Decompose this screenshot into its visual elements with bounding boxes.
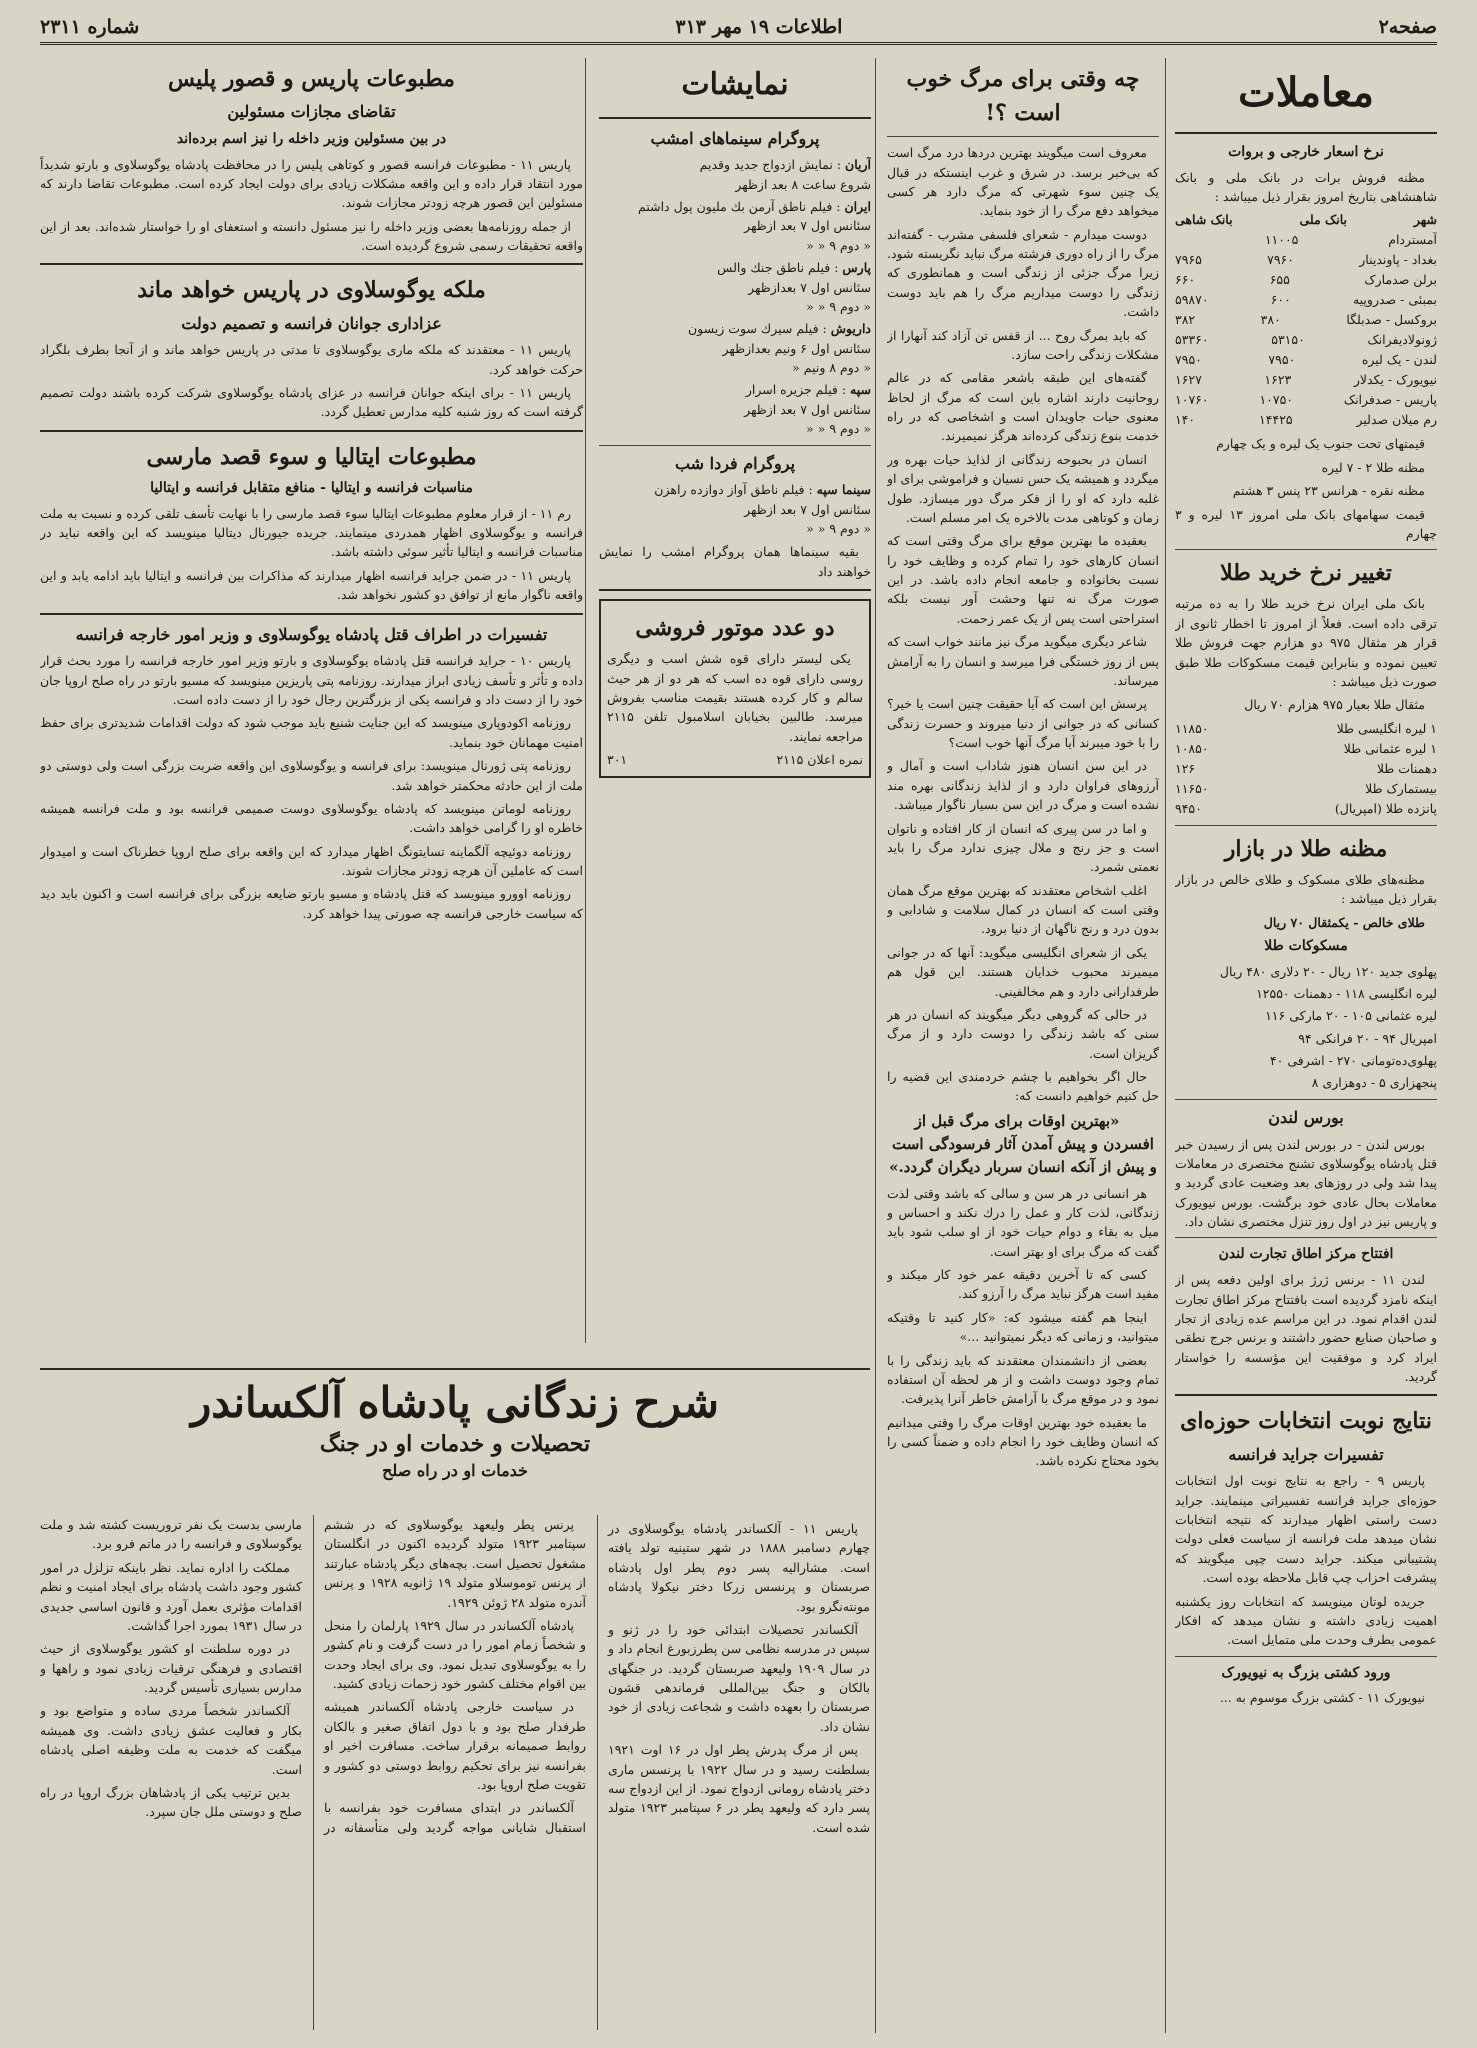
paragraph: انسان در بحبوحه زندگانی از لذایذ حیات بهره ور میگردد و همیشه یک حس نسیان و فراموشی برای او غلبه دارد که او را از فکر مرگ دور میسازد. طول زمان و کوتاهی مدت بالاخره یک امر مسلم است. (887, 451, 1159, 525)
feature-title: شرح زندگانی پادشاه آلکساندر (191, 1378, 719, 1427)
paragraph: ما بعقیده خود بهترین اوقات مرگ را وقتی میدانیم که انسان وظایف خود را انجام داده و ضمناً کسی را بخود محتاج نکرده باشد. (887, 1414, 1159, 1469)
cinema-time: سئانس اول ۷ بعد ازظهر (744, 401, 871, 417)
cinema-entry: پارس : فیلم ناطق جنك والس سئانس اول ۷ بعدازظهر « دوم ۹ « « (717, 260, 871, 314)
ad-ref: ۳۰۱ (607, 752, 628, 768)
cinema-entry: سپه : فیلم جزیره اسرار سئانس اول ۷ بعد ازظهر « دوم ۹ « « (744, 382, 871, 437)
cinema-time: « دوم ۸ ونیم « (792, 360, 871, 376)
coin-market-row: پهلوی جدید ۱۲۰ ریال - ۲۰ دلاری ۴۸۰ ریال (1219, 963, 1437, 979)
fx-row (1175, 330, 1437, 350)
divider (1175, 1237, 1437, 1238)
paragraph: آلکساندر تحصیلات ابتدائی خود را در ژنو و سپس در مدرسه نظامی سن پطرزبورغ انجام داد و در سال ۱۹۰۹ ولیعهد صربستان گردید. در جنگهای بالکان و جنگ بین‌المللی فرماندهی قشون صربستان را بعهده داشت و شجاعت زیادی از خود نشان داد. (608, 1621, 870, 1734)
cinema-name: پارس (842, 260, 871, 276)
coin-market-row: لیره عثمانی ۱۰۵ - ۲۰ مارکی ۱۱۶ (1265, 1008, 1437, 1024)
cinema-list (599, 155, 871, 438)
fx-city: بغداد - پاوندینار (1359, 252, 1437, 268)
coin-market-list (1175, 962, 1437, 1093)
coin-table (1175, 719, 1437, 819)
fx-row (1175, 390, 1437, 410)
cinema-name: داریوش (830, 321, 871, 337)
coin-row (1175, 739, 1437, 759)
fx-row (1175, 350, 1437, 370)
tomorrow-note: بقیه سینماها همان پروگرام امشب را نمایش خواهند داد (599, 544, 871, 579)
paragraph: پرنس پطر ولیعهد یوگوسلاوی که در ششم سپتامبر ۱۹۲۳ متولد گردیده اکنون در انگلستان مشغول تحصیل است. بچه‌های دیگر پادشاه عبارتند از پرنس توموسلاو متولد ۱۹ ژانویه ۱۹۲۸ و پرنس آندره متولد ۲۸ ژوئن ۱۹۲۹. (324, 1517, 587, 1610)
paris-press-sub2: در بین مسئولین وزیر داخله را نیز اسم برده‌اند (176, 130, 447, 147)
paragraph: روزنامه دوئیچه آلگماینه تسایتونگ اظهار میدارد که این واقعه برای صلح اروپا خطرناک است و امیدوار است که عاملین آن هرچه زودتر مجازات شوند. (40, 843, 583, 879)
fx-col-city: شهر (1413, 212, 1437, 228)
divider (599, 445, 871, 446)
divider (1175, 1656, 1437, 1657)
divider (887, 136, 1159, 137)
paragraph: دوست میدارم - شعرای فلسفی مشرب - گفته‌اند مرگ را از راه دوری فرشته مرگ نباید نگریسته شود. زیرا مرگ جزئی از زندگی است و همانطوری که زندگی را دوست میداریم مرگ را هم باید دوست داشت. (887, 226, 1159, 320)
paragraph: هر انسانی در هر سن و سالی که باشد وقتی لذت زندگانی، لذت کار و عمل را درك نکند و احساس و میل به بقاء و دوام حیات خود از او سلب شود باید گفت که مرگ برای او بهتر است. (887, 1185, 1159, 1259)
paragraph: روزنامه اوورو مینویسد که قتل پادشاه و مسیو بارتو ضایعه بزرگی برای فرانسه است و اکنون باید دید که سیاست خارجی فرانسه چه صورتی پیدا خواهد کرد. (40, 886, 583, 921)
divider (1175, 825, 1437, 826)
election-text: پاریس ۹ - راجع به نتایج نوبت اول انتخابات حوزه‌ای جراید فرانسه تفسیراتی مینمایند. جراید دست راستی اظهار میدارند که نتیجه انتخابات نشان میدهد ملت فرانسه از سیاست فعلی دولت پشتیبانی میکند. جراید دست چپی میگویند که پیشرفت احزاب چپ قابل ملاحظه بوده است. (1175, 1473, 1437, 1586)
column-rule (875, 58, 876, 2033)
coin-price: ۱۲۶ (1175, 760, 1196, 776)
coin-price: ۱۱۸۵۰ (1175, 720, 1209, 736)
paragraph: آلکساندر شخصاً مردی ساده و متواضع بود و بکار و فعالیت عشق زیادی داشت. وی همیشه میگفت که خدمت به ملت وظیفه اصلی پادشاه است. (40, 1703, 302, 1777)
gold-rate-line: مثقال طلا بعیار ۹۷۵ هزارم ۷۰ ریال (1244, 697, 1425, 713)
queen-sub: عزاداری جوانان فرانسه و تصمیم دولت (181, 313, 442, 333)
paragraph: روزنامه لوماتن مینویسد که پادشاه یوگوسلاوی دوست صمیمی فرانسه بود و ملت فرانسه همیشه خاطره او را گرامی خواهد داشت. (40, 800, 583, 836)
fair-heading: افتتاح مرکز اطاق تجارت لندن (1218, 1246, 1394, 1263)
coin-name: بیستمارک طلا (1365, 780, 1437, 796)
paragraph: در حالی که گروهی دیگر میگویند که انسان در هر سنی که باشد زندگی را دوست دارد و از مرگ گریزان است. (887, 1006, 1159, 1061)
paragraph: یکی از شعرای انگلیسی میگوید: آنها که در جوانی میمیرند محبوب خدایان هستند. این قول هم طرفدارانی دارد و هم مخالفینی. (887, 944, 1159, 999)
cinema-entry: آریان : نمایش ازدواج جدید وقدیم شروع ساعت ۸ بعد ازظهر (699, 157, 871, 192)
cinema-time: سئانس اول ۷ بعد ازظهر (744, 501, 871, 517)
cinema-film: فیلم جزیره اسرار (745, 382, 838, 398)
paragraph: روزنامه اکودوپاری مینویسد که این جنایت شنیع باید موجب شود که دولت اقدامات شدیدتری برای حفظ امنیت مهمانان خود بنماید. (40, 715, 583, 750)
fx-melli: ۱۱۰۰۵ (1264, 232, 1299, 248)
cinema-name: آریان (845, 157, 871, 173)
divider (40, 1368, 870, 1370)
gold-price-heading: تغییر نرخ خرید طلا (1220, 560, 1392, 587)
bourse-text: بورس لندن - در بورس لندن پس از رسیدن خبر قتل پادشاه یوگوسلاوی تشنج مختصری در معاملات پیدا شد ولی در روزهای بعد وضعیت عادی گردید و معاملات بحال عادی خود برگشت. بورس نیویورک و پاریس نیز در اول روز تنزل مختصری نشان داد. (1175, 1136, 1437, 1230)
divider (40, 613, 583, 615)
paragraph: در دوره سلطنت او کشور یوگوسلاوی از حیث اقتصادی و فرهنگی ترقیات زیادی نمود و راهها و مدارس بسیاری تأسیس گردید. (40, 1641, 302, 1695)
cinema-name: سینما سپه (816, 482, 871, 498)
gold-quote: مظنه طلا ۲ - ۷ لیره (1321, 459, 1425, 475)
feature-sub1: تحصیلات و خدمات او در جنگ (319, 1431, 591, 1457)
bourse-heading: بورس لندن (1268, 1107, 1344, 1127)
coin-name: ۱ لیره عثمانی طلا (1343, 740, 1437, 756)
fx-shahi: ۳۸۲ (1175, 312, 1196, 328)
cinema-film: فیلم ناطق آرمن بك ملیون پول داشتم (638, 199, 833, 215)
fx-shahi: ۱۴۰ (1175, 412, 1196, 428)
fx-heading: نرخ اسعار خارجی و بروات (1228, 144, 1384, 160)
fx-melli: ۳۸۰ (1260, 312, 1281, 328)
divider (1175, 549, 1437, 550)
fx-melli: ۶۰۰ (1270, 292, 1291, 308)
paragraph: پاریس ۱۱ - آلکساندر پادشاه یوگوسلاوی در چهارم دسامبر ۱۸۸۸ در شهر ستینیه تولد یافته است. مشارالیه پسر دوم پطر اول پادشاه صربستان و پرنسس زرکا دختر نیکولا پادشاه مونته‌نگرو بود. (608, 1521, 870, 1614)
coin-name: دهمنات طلا (1376, 760, 1437, 776)
coin-price: ۱۱۶۵۰ (1175, 780, 1209, 796)
paragraph: شاعر دیگری میگوید مرگ نیز مانند خواب است که پس از روز خستگی فرا میرسد و انسان را به آرامش میرساند. (887, 634, 1159, 688)
fx-row (1175, 230, 1437, 250)
fx-city: برلن صدمارک (1364, 272, 1437, 288)
silver-note: قیمت سهامهای بانک ملی امروز ۱۳ لیره و ۳ چهارم (1175, 506, 1437, 541)
cinema-time: سئانس اول ۷ بعدازظهر (748, 279, 871, 295)
fx-shahi: ۱۶۲۷ (1175, 372, 1202, 388)
paragraph: بدین ترتیب یکی از پادشاهان بزرگ اروپا در راه صلح و دوستی ملل جان سپرد. (40, 1784, 302, 1820)
cinema-time: « دوم ۹ « « (806, 298, 871, 314)
cinema-time: « دوم ۹ « « (806, 421, 871, 437)
coins-heading: مسکوکات طلا (1264, 937, 1348, 954)
coin-market-row: امپریال ۹۴ - ۲۰ فرانکی ۹۴ (1298, 1030, 1437, 1046)
cinema-time: سئانس اول ۷ بعد ازظهر (744, 218, 871, 234)
fx-col-shahi: بانک شاهی (1175, 212, 1233, 228)
election-sub: تفسیرات جراید فرانسه (1228, 1444, 1384, 1464)
fx-table (1175, 230, 1437, 430)
fx-shahi: ۵۳۳۶۰ (1175, 332, 1209, 348)
fx-city: پاریس - صدفرانک (1343, 392, 1437, 408)
cinema-time: « دوم ۹ « « (806, 521, 871, 537)
paragraph: رم ۱۱ - از قرار معلوم مطبوعات ایتالیا سوء قصد مارسی را با نهایت تأسف تلقی کرده و نسبت به ملت فرانسه و یوگوسلاوی اظهار همدردی مینمایند. جریده جیورنال دیتالیا مینویسد که این واقعه نباید در مناسبات فرانسه و ایتالیا تأثیر سوئی داشته باشد. (40, 505, 583, 560)
motor-ad (599, 599, 871, 778)
coin-market-row: پنجهزاری ۵ - دوهزاری ۸ (1311, 1075, 1437, 1091)
feature-body (40, 1515, 870, 2030)
fx-row (1175, 250, 1437, 270)
coin-price: ۱۰۸۵۰ (1175, 740, 1209, 756)
italy-sub: مناسبات فرانسه و ایتالیا - منافع متقابل فرانسه و ایتالیا (150, 479, 473, 496)
fx-shahi: ۷۹۵۰ (1175, 352, 1202, 368)
paragraph: در سیاست خارجی پادشاه آلکساندر همیشه طرفدار صلح بود و با دول اتفاق صغیر و بالکان روابط صمیمانه برقرار ساخت. مسافرت اخیر او بفرانسه نیز برای تحکیم روابط دوستی دو کشور و تقویت صلح اروپا بود. (324, 1699, 586, 1792)
cinema-entry: سینما سپه : فیلم ناطق آواز دوازده راهزن سئانس اول ۷ بعد ازظهر « دوم ۹ « « (654, 482, 871, 537)
ad-text: یکی لیستر دارای قوه شش اسب و دیگری روسی دارای قوه ده اسب که هر دو از هر حیث سالم و کار کرده هستند بقیمت مناسب بفروش میرسد. طالبین بخیابان اسلامبول تلفن ۲۱۱۵ مراجعه نمایند. (607, 651, 863, 744)
column-foreign-news (40, 58, 583, 1348)
markets-title: معاملات (1238, 69, 1374, 116)
paragraph: بعقیده ما بهترین موقع برای مرگ وقتی است که انسان کارهای خود را تمام کرده و وظایف خود را نسبت بخانواده و جامعه انجام داده باشد. در این صورت مرگ نه تنها وحشت آور نیست بلکه استراحتی است پس از یک عمر زحمت. (887, 533, 1159, 626)
paragraph: در این سن انسان هنوز شاداب است و آمال و آرزوهای فراوان دارد و از لذایذ زندگانی بهره مند نشده است و مرگ در این سن بسیار ناگوار میباشد. (887, 758, 1159, 813)
fx-note: قیمتهای تحت جنوب یک لیره و یک چهارم (1216, 436, 1425, 452)
cinema-entry: داریوش : فیلم سیرك سوت زیسون سئانس اول ۶ ونیم بعدازظهر « دوم ۸ ونیم « (687, 321, 871, 376)
cinema-time: سئانس اول ۶ ونیم بعدازظهر (722, 340, 871, 356)
page-header (40, 12, 1437, 45)
fx-shahi: ۶۶۰ (1175, 272, 1196, 288)
paragraph: پادشاه آلکساندر در سال ۱۹۲۹ پارلمان را منحل و شخصاً زمام امور را در دست گرفت و نام کشور را به یوگوسلاوی تبدیل نمود. وی برای ایجاد وحدت بین اقوام مختلف کشور خود زحمات زیادی کشید. (324, 1617, 586, 1691)
divider (599, 117, 871, 119)
tonight-heading: پروگرام سینماهای امشب (650, 128, 820, 148)
paragraph: پاریس ۱۱ - برای اینکه جوانان فرانسه در عزای پادشاه یوگوسلاوی شرکت کرده باشند دولت تصمیم گرفته است که روز شنبه کلیه مدارس تعطیل گردد. (40, 385, 583, 420)
ad-footer (607, 750, 863, 770)
tomorrow-heading: پروگرام فردا شب (674, 453, 796, 473)
election-heading: نتایج نوبت انتخابات حوزه‌ای (1180, 1408, 1432, 1435)
cinema-film: فیلم ناطق آواز دوازده راهزن (654, 482, 805, 498)
cinema-time: « دوم ۹ « « (806, 237, 871, 253)
column-shows (599, 58, 871, 1348)
coin-price: ۹۴۵۰ (1175, 800, 1202, 816)
fx-shahi: ۷۹۶۵ (1175, 252, 1202, 268)
fx-melli: ۱۰۷۵۰ (1259, 392, 1294, 408)
ad-title: دو عدد موتور فروشی (635, 615, 835, 642)
cinema-name: سپه (850, 382, 871, 398)
paragraph: که باید بمرگ روح ... از قفس تن آزاد کند آنهارا از مشکلات زندگی راحت سازد. (887, 327, 1159, 362)
paris-press-heading: مطبوعات پاریس و قصور پلیس (168, 66, 455, 92)
bazaar-text: مظنه‌های طلای مسکوک و طلای خالص در بازار بقرار ذیل میباشد : (1175, 871, 1437, 907)
date-line: اطلاعات ۱۹ مهر ۳۱۳ (675, 16, 843, 38)
fx-intro: مظنه فروش برات در بانک ملی و بانک شاهنشاهی بتاریخ امروز بقرار ذیل میباشد : (1175, 169, 1437, 205)
death-article-title: چه وقتی برای مرگ خوب است ؟! (906, 66, 1140, 127)
fx-melli: ۱۴۴۲۵ (1259, 412, 1293, 428)
cinema-time: شروع ساعت ۸ بعد ازظهر (735, 176, 871, 192)
fx-shahi: ۵۹۸۷۰ (1175, 292, 1209, 308)
paragraph: پاریس ۱۱ - در ضمن جراید فرانسه اظهار میدارند که مذاکرات بین فرانسه و ایتالیا باید ادامه یابد و این واقعه ناگوار مانع از توافق دو کشور نخواهد شد. (40, 567, 583, 603)
column-death-article (887, 58, 1159, 2033)
fx-table-header (1175, 210, 1437, 230)
fx-row (1175, 410, 1437, 430)
cinema-film: فیلم سیرك سوت زیسون (687, 321, 819, 337)
paragraph: پاریس ۱۰ - جراید فرانسه قتل پادشاه یوگوسلاوی و بارتو وزیر امور خارجه فرانسه را مورد بحث قرار داده و تأثر و تأسف زیادی ابراز میدارند. روزنامه پتی پاریزین مینویسد که مسیو بارتو در راه صلح اروپا جان خود را از دست داد و فرانسه یکی از بزرگترین رجال خود را از دست داده است. (40, 653, 583, 708)
fx-melli: ۷۹۶۰ (1267, 252, 1294, 268)
fx-city: رم میلان صدلیر (1356, 412, 1437, 428)
coin-name: پانزده طلا (امپریال) (1334, 800, 1437, 816)
gold-price-text: بانک ملی ایران نرخ خرید طلا را به ده مرتبه ترقی داده است. فعلاً از امروز تا اخطار ثانوی از قرار هر مثقال ۹۷۵ دو هزارم جهت فروش طلا تعیین نموده و بنابراین قیمت مسکوکات طلا طبق صورت ذیل میباشد : (1175, 596, 1437, 689)
paragraph: روزنامه پتی ژورنال مینویسد: برای فرانسه و یوگوسلاوی این واقعه ضربت بزرگی است ولی دوستی دو ملت از این حادثه محکمتر خواهد شد. (40, 758, 583, 793)
paragraph: معروف است میگویند بهترین دردها درد مرگ است که بی‌خبر برسد. در شرق و غرب اینستکه در قبال یک چنین سوء شهرتی که مرگ دارد هر کسی میخواهد دفع مرگ را از خود بنماید. (887, 145, 1159, 219)
paragraph: پاریس ۱۱ - معتقدند که ملکه ماری یوگوسلاوی تا مدتی در پاریس خواهد ماند و از آنجا بطرف بلگراد حرکت خواهد کرد. (40, 342, 583, 377)
italy-heading: مطبوعات ایتالیا و سوء قصد مارسی (146, 443, 477, 470)
fx-melli: ۷۹۵۰ (1268, 352, 1296, 368)
paragraph: و اما در سن پیری که انسان از کار افتاده و ناتوان است و جز رنج و ملال چیزی ندارد مرگ را باید نعمتی شمرد. (887, 820, 1159, 875)
fx-city: بروکسل - صدبلگا (1346, 312, 1437, 328)
cinema-film: فیلم ناطق جنك والس (717, 260, 831, 276)
pure-gold-line: طلای خالص - یکمثقال ۷۰ ریال (1263, 914, 1425, 930)
column-rule (1165, 58, 1166, 2033)
divider (1175, 1394, 1437, 1396)
paragraph: پس از مرگ پدرش پطر اول در ۱۶ اوت ۱۹۲۱ بسلطنت رسید و در سال ۱۹۲۲ با پرنسس ماری دختر پادشاه رومانی ازدواج نمود. از این ازدواج سه پسر دارد که ولیعهد پطر در ۶ سپتامبر ۱۹۲۳ متولد شده است. (608, 1742, 870, 1835)
cinema-name: ایران (844, 199, 871, 215)
fx-city: آمستردام (1388, 232, 1437, 248)
fx-city: ژونولادیفرانک (1367, 332, 1437, 348)
bazaar-heading: مظنه طلا در بازار (1224, 835, 1388, 862)
coin-row (1175, 779, 1437, 799)
fx-city: لندن - یک لیره (1361, 352, 1437, 368)
fx-row (1175, 290, 1437, 310)
paragraph: مملکت را اداره نماید. نظر باینکه تزلزل در امور کشور وجود داشت پادشاه برای ایجاد امنیت و نظم اقدامات مؤثری بعمل آورد و قانون اساسی جدیدی در سال ۱۹۳۱ بمورد اجرا گذاشت. (40, 1559, 302, 1633)
cinema-entry: ایران : فیلم ناطق آرمن بك ملیون پول داشتم سئانس اول ۷ بعد ازظهر « دوم ۹ « « (638, 199, 871, 253)
queen-heading: ملکه یوگوسلاوی در پاریس خواهد ماند (137, 277, 486, 304)
coin-market-row: لیره انگلیسی ۱۱۸ - دهمنات ۱۲۵۵۰ (1256, 985, 1437, 1001)
column-rule (585, 58, 586, 1343)
ny-heading: ورود کشتی بزرگ به نیویورک (1221, 1664, 1391, 1681)
cinema-film: نمایش ازدواج جدید وقدیم (699, 157, 833, 173)
coin-row (1175, 719, 1437, 739)
election-text-2: جریده لوتان مینویسد که انتخابات روز یکشنبه اهمیت زیادی داشته و نشان میدهد که افکار عمومی بطرف وحدت ملی متمایل است. (1175, 1593, 1437, 1648)
divider (1175, 132, 1437, 134)
column-markets (1175, 58, 1437, 2033)
fx-row (1175, 370, 1437, 390)
paragraph: آلکساندر در ابتدای مسافرت خود بفرانسه با استقبال شایانی مواجه گردید ولی متأسفانه در مارسی بدست یک نفر تروریست کشته شد و ملت یوگوسلاوی و فرانسه را در ماتم فرو برد. (40, 1517, 586, 1835)
paragraph: بعضی از دانشمندان معتقدند که باید زندگی را با تمام وجود دوست داشت و از هر لحظه آن استفاده نمود و در موقع مرگ با آرامش خاطر آنرا پذیرفت. (887, 1352, 1159, 1407)
coin-row (1175, 799, 1437, 819)
paragraph: پرسش این است که آیا حقیقت چنین است یا خیر؟ کسانی که در جوانی از دنیا میروند و حسرت زندگی را با خود میبرند آیا مرگ آنها خوب است؟ (887, 696, 1159, 751)
paragraph: حال اگر بخواهیم با چشم خردمندی این قضیه را حل کنیم خواهیم دانست که: (887, 1069, 1159, 1104)
paragraph: گفته‌های این طبقه باشعر مقامی که در عالم روحانیت دارند اشاره باین است که مرگ از لحاظ معنوی حیات جاویدان است و اشخاصی که در راه خدمت بنوع زندگی کرده‌اند هرگز نمیمیرند. (887, 370, 1159, 444)
fx-melli: ۵۳۱۵۰ (1271, 332, 1305, 348)
shows-title: نمایشات (681, 67, 789, 102)
paragraph: کسی که تا آخرین دقیقه عمر خود کار میکند و مفید است هرگز نباید مرگ را آرزو کند. (887, 1267, 1159, 1302)
pull-quote: «بهترین اوقات برای مرگ قبل از افسردن و پیش‌ آمدن آثار فرسودگی است و پیش از آنکه انسان سربار دیگران گردد.» (889, 1111, 1157, 1177)
coin-name: ۱ لیره انگلیسی طلا (1336, 720, 1437, 736)
divider (40, 263, 583, 265)
paragraph: اغلب اشخاص معتقدند که بهترین موقع مرگ همان وقتی است که انسان در کمال سلامت و شادابی و بدون درد و رنج ناگهان از دنیا برود. (887, 882, 1159, 937)
fx-row (1175, 270, 1437, 290)
fx-melli: ۱۶۲۳ (1264, 372, 1292, 388)
fx-row (1175, 310, 1437, 330)
paragraph: اینجا هم گفته میشود که: «کار کنید تا وقتیکه میتوانید، و زمانی که دیگر نمیتوانید ...» (887, 1309, 1159, 1345)
divider (1175, 1099, 1437, 1100)
commentary-heading: تفسیرات در اطراف قتل پادشاه یوگوسلاوی و وزیر امور خارجه فرانسه (75, 624, 548, 644)
fx-shahi: ۱۰۷۶۰ (1175, 392, 1209, 408)
ad-number: نمره اعلان ۲۱۱۵ (776, 752, 863, 768)
feature-header (40, 1360, 870, 1484)
coin-market-row: پهلوی‌ده‌تومانی ۲۷۰ - اشرفی ۴۰ (1269, 1053, 1437, 1069)
divider (599, 589, 871, 591)
feature-sub2: خدمات او در راه صلح (382, 1461, 528, 1480)
fx-col-melli: بانک ملی (1299, 212, 1348, 228)
ny-text: نیویورک ۱۱ - کشتی بزرگ موسوم به ... (1219, 1690, 1425, 1706)
divider (40, 430, 583, 432)
page-label: صفحه۲ (1378, 16, 1437, 38)
fx-city: بمبئی - صدروپیه (1352, 292, 1437, 308)
silver-quote: مظنه نقره - هرانس ۲۳ پنس ۳ هشتم (1232, 483, 1425, 499)
paris-press-sub: تقاضای مجازات مسئولین (227, 102, 396, 122)
fx-city: نیویورک - یکدلار (1353, 372, 1437, 388)
paragraph: پاریس ۱۱ - مطبوعات فرانسه قصور و کوتاهی پلیس را در محافظت پادشاه یوگوسلاوی و بارتو شدیداً مورد انتقاد قرار داده و این واقعه مشکلات زیادی برای دولت ایجاد کرده است. مطبوعات تقاضا دارند که مسئولین این قصور هرچه زودتر مجازات شوند. (40, 156, 583, 211)
fx-melli: ۶۵۵ (1269, 272, 1290, 288)
issue-label: شماره ۲۳۱۱ (40, 16, 140, 38)
fair-text: لندن ۱۱ - برنس ژرژ برای اولین دفعه پس از اینکه نامزد گردیده است بافتتاح مرکز اطاق تجارت لندن اقدام نمود. در این مراسم عده زیادی از تجار و صاحبان صنایع حضور داشتند و برنس جرج نطقی ایراد کرد و موفقیت این مؤسسه را خواستار گردید. (1175, 1272, 1437, 1385)
coin-row (1175, 759, 1437, 779)
paragraph: از جمله روزنامه‌ها بعضی وزیر داخله را نیز مسئول دانسته و استعفای او را خواستار شده‌اند. بعد از این واقعه تحقیقات رسمی شروع گردیده است. (40, 218, 583, 254)
